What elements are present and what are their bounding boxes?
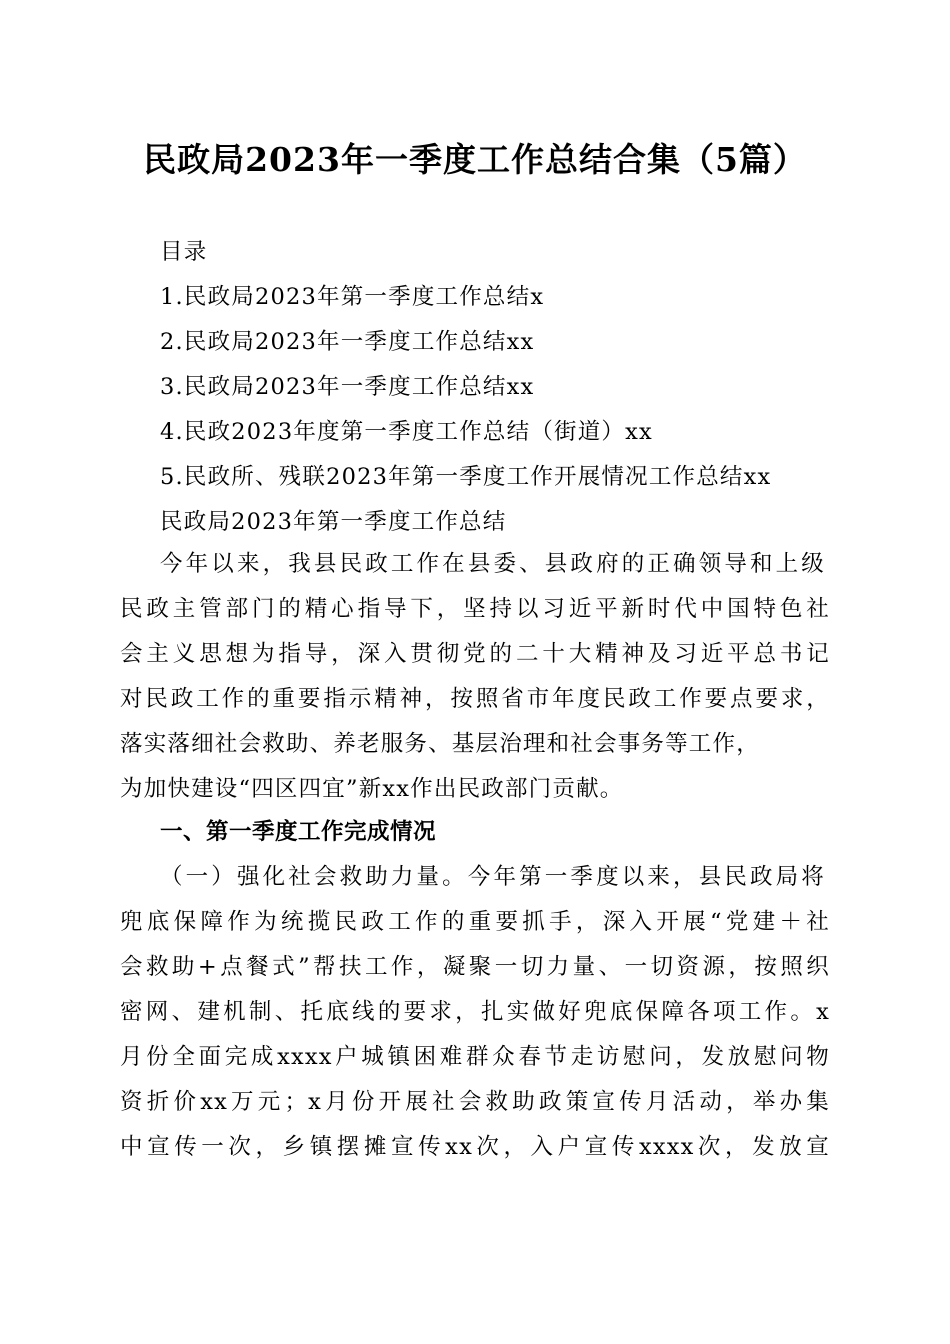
section-line-5: 月份全面完成xxxx户城镇困难群众春节走访慰问，发放慰问物 bbox=[120, 1044, 830, 1070]
toc-heading: 目录 bbox=[160, 239, 208, 265]
toc-item-1: 1.民政局2023年第一季度工作总结x bbox=[160, 284, 545, 310]
section-line-2: 兜底保障作为统揽民政工作的重要抓手，深入开展“党建＋社 bbox=[120, 909, 830, 935]
toc-item-4: 4.民政2023年度第一季度工作总结（街道）xx bbox=[160, 419, 653, 445]
intro-line-3: 会主义思想为指导，深入贯彻党的二十大精神及习近平总书记 bbox=[120, 641, 830, 667]
section-line-6: 资折价xx万元；x月份开展社会救助政策宣传月活动，举办集 bbox=[120, 1089, 830, 1115]
toc-item-2: 2.民政局2023年一季度工作总结xx bbox=[160, 329, 535, 355]
intro-line-5: 落实落细社会救助、养老服务、基层治理和社会事务等工作， bbox=[120, 731, 760, 757]
section-line-7: 中宣传一次，乡镇摆摊宣传xx次，入户宣传xxxx次，发放宣 bbox=[120, 1134, 830, 1160]
section-line-4: 密网、建机制、托底线的要求，扎实做好兜底保障各项工作。x bbox=[120, 999, 830, 1025]
toc-item-3: 3.民政局2023年一季度工作总结xx bbox=[160, 374, 535, 400]
document-title: 民政局2023年一季度工作总结合集（5篇） bbox=[143, 140, 807, 179]
section-line-3: 会救助+点餐式”帮扶工作，凝聚一切力量、一切资源，按照织 bbox=[120, 954, 830, 980]
intro-line-6: 为加快建设“四区四宜”新xx作出民政部门贡献。 bbox=[120, 776, 624, 802]
article-title: 民政局2023年第一季度工作总结 bbox=[160, 509, 507, 535]
intro-line-2: 民政主管部门的精心指导下，坚持以习近平新时代中国特色社 bbox=[120, 596, 830, 622]
section-line-1: （一）强化社会救助力量。今年第一季度以来，县民政局将 bbox=[160, 864, 825, 890]
intro-line-4: 对民政工作的重要指示精神，按照省市年度民政工作要点要求， bbox=[120, 686, 830, 712]
intro-line-1: 今年以来，我县民政工作在县委、县政府的正确领导和上级 bbox=[160, 551, 825, 577]
toc-item-5: 5.民政所、残联2023年第一季度工作开展情况工作总结xx bbox=[160, 464, 772, 490]
section-heading: 一、第一季度工作完成情况 bbox=[160, 819, 437, 845]
